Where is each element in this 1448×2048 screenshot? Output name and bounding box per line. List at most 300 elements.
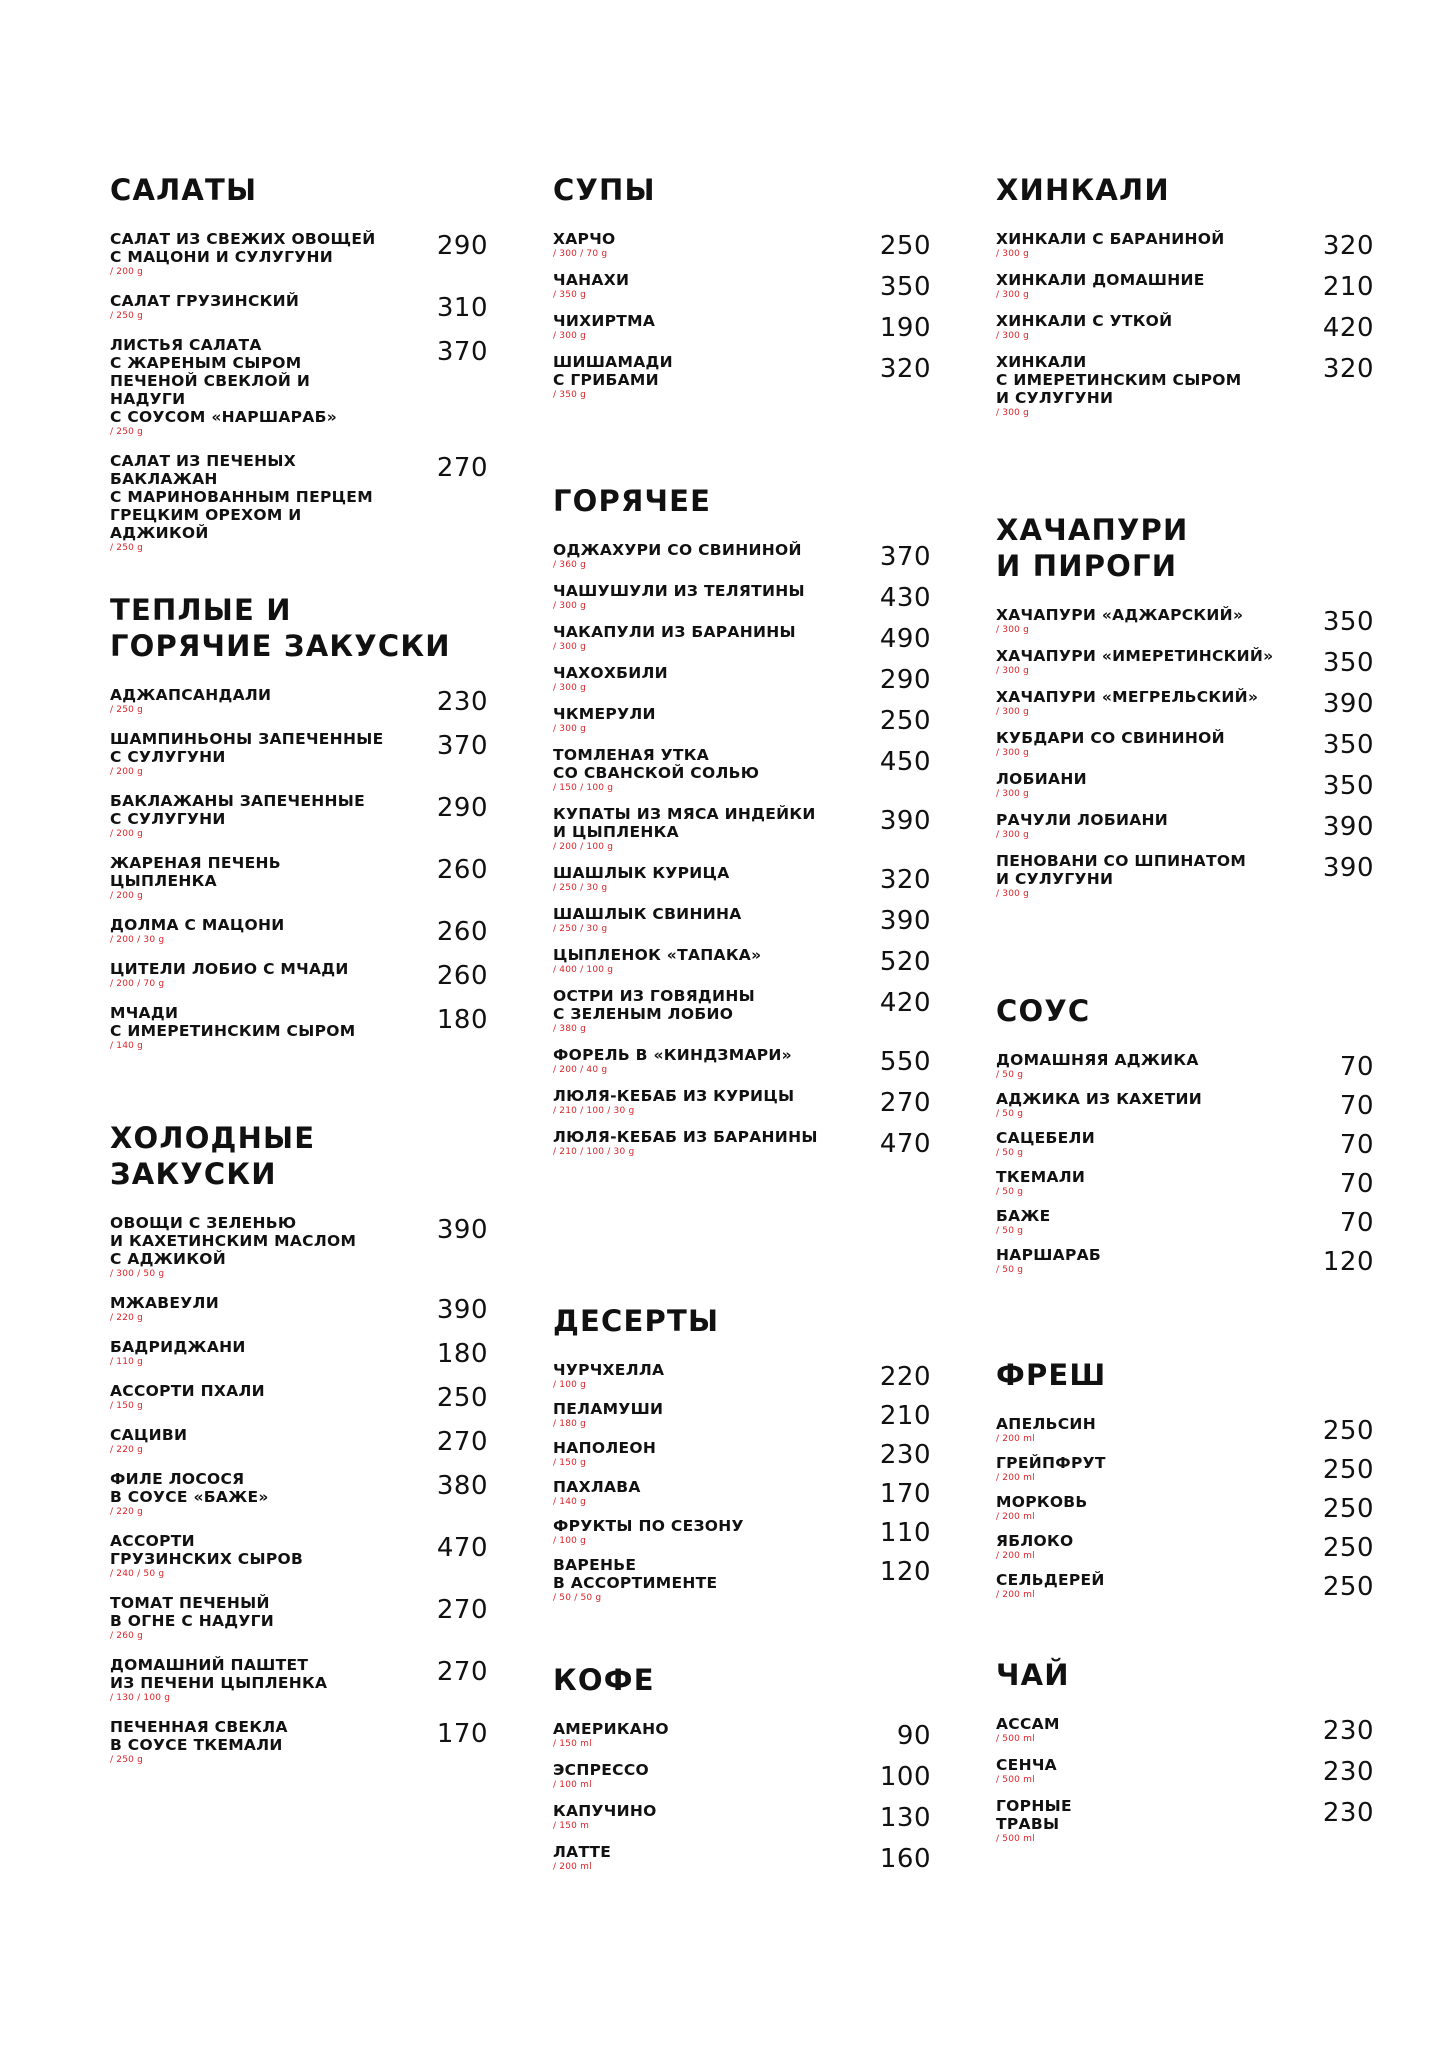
dish-portion-size: / 50 / 50 g xyxy=(553,1593,602,1603)
dish-portion-size: / 200 g xyxy=(110,767,144,777)
dish-portion-size: / 300 g xyxy=(996,789,1030,799)
menu-item xyxy=(553,705,943,735)
menu-item xyxy=(553,987,943,1035)
dish-portion-size: / 200 ml xyxy=(996,1512,1035,1522)
dish-name: ДОМАШНИЙ ПАШТЕТ ИЗ ПЕЧЕНИ ЦЫПЛЕНКА xyxy=(110,1656,328,1692)
dish-name: ПАХЛАВА xyxy=(553,1478,641,1496)
menu-item xyxy=(553,312,943,342)
dish-name: ЛЮЛЯ-КЕБАБ ИЗ КУРИЦЫ xyxy=(553,1087,795,1105)
dish-name: ДОМАШНЯЯ АДЖИКА xyxy=(996,1051,1199,1069)
dish-portion-size: / 200 ml xyxy=(996,1434,1035,1444)
section-title: ГОРЯЧЕЕ xyxy=(553,484,712,518)
dish-portion-size: / 300 g xyxy=(996,331,1030,341)
dish-portion-size: / 100 g xyxy=(553,1380,587,1390)
dish-price: 250 xyxy=(1322,1455,1374,1485)
menu-item xyxy=(553,864,943,894)
section-title: ХАЧАПУРИ И ПИРОГИ xyxy=(996,513,1189,583)
dish-portion-size: / 150 ml xyxy=(553,1739,592,1749)
dish-portion-size: / 300 g xyxy=(996,290,1030,300)
dish-portion-size: / 50 g xyxy=(996,1148,1024,1158)
dish-portion-size: / 300 g xyxy=(553,724,587,734)
menu-item xyxy=(110,686,500,716)
menu-section xyxy=(996,512,1386,900)
section-title: ТЕПЛЫЕ И ГОРЯЧИЕ ЗАКУСКИ xyxy=(110,593,451,663)
menu-item xyxy=(996,1715,1386,1745)
dish-price: 350 xyxy=(879,272,931,302)
dish-portion-size: / 200 / 100 g xyxy=(553,842,614,852)
dish-name: САЛАТ ИЗ СВЕЖИХ ОВОЩЕЙ С МАЦОНИ И СУЛУГУНИ xyxy=(110,230,376,266)
dish-price: 420 xyxy=(1322,313,1374,343)
dish-name: СЕЛЬДЕРЕЙ xyxy=(996,1571,1105,1589)
dish-name: ПЕЛАМУШИ xyxy=(553,1400,664,1418)
menu-item xyxy=(110,230,500,278)
dish-name: АМЕРИКАНО xyxy=(553,1720,669,1738)
dish-price: 190 xyxy=(879,313,931,343)
dish-name: МЖАВЕУЛИ xyxy=(110,1294,219,1312)
dish-portion-size: / 220 g xyxy=(110,1507,144,1517)
menu-section xyxy=(553,1303,943,1604)
dish-price: 290 xyxy=(879,665,931,695)
dish-portion-size: / 300 g xyxy=(553,683,587,693)
dish-portion-size: / 300 g xyxy=(996,707,1030,717)
dish-price: 380 xyxy=(436,1471,488,1501)
menu-item xyxy=(996,271,1386,301)
menu-item xyxy=(553,946,943,976)
dish-name: АДЖАПСАНДАЛИ xyxy=(110,686,272,704)
menu-item xyxy=(996,1090,1386,1120)
dish-portion-size: / 200 ml xyxy=(553,1862,592,1872)
dish-name: ЭСПРЕССО xyxy=(553,1761,649,1779)
dish-price: 260 xyxy=(436,855,488,885)
dish-price: 220 xyxy=(879,1362,931,1392)
dish-portion-size: / 260 g xyxy=(110,1631,144,1641)
menu-section xyxy=(110,1120,500,1766)
dish-name: ЛИСТЬЯ САЛАТА С ЖАРЕНЫМ СЫРОМ ПЕЧЕНОЙ СВЕКЛОЙ И НАДУГИ С СОУСОМ «НАРШАРАБ» xyxy=(110,336,338,426)
dish-price: 120 xyxy=(879,1557,931,1587)
menu-item xyxy=(553,1802,943,1832)
dish-price: 260 xyxy=(436,917,488,947)
menu-section xyxy=(996,172,1386,419)
menu-item xyxy=(553,1761,943,1791)
dish-price: 70 xyxy=(1339,1130,1374,1160)
dish-price: 290 xyxy=(436,793,488,823)
dish-name: ШАМПИНЬОНЫ ЗАПЕЧЕННЫЕ С СУЛУГУНИ xyxy=(110,730,384,766)
section-title: СОУС xyxy=(996,994,1091,1028)
dish-price: 350 xyxy=(1322,648,1374,678)
menu-item xyxy=(553,1087,943,1117)
dish-price: 390 xyxy=(436,1295,488,1325)
dish-portion-size: / 140 g xyxy=(110,1041,144,1051)
menu-item xyxy=(110,960,500,990)
menu-item-list xyxy=(996,1715,1386,1845)
dish-portion-size: / 300 g xyxy=(996,408,1030,418)
dish-portion-size: / 250 / 30 g xyxy=(553,924,608,934)
dish-name: КУБДАРИ СО СВИНИНОЙ xyxy=(996,729,1225,747)
dish-price: 390 xyxy=(879,806,931,836)
dish-price: 250 xyxy=(1322,1572,1374,1602)
menu-item xyxy=(996,770,1386,800)
menu-item xyxy=(110,1294,500,1324)
dish-portion-size: / 250 g xyxy=(110,427,144,437)
dish-price: 320 xyxy=(1322,231,1374,261)
menu-item xyxy=(110,1470,500,1518)
menu-item xyxy=(553,541,943,571)
dish-name: ШАШЛЫК КУРИЦА xyxy=(553,864,730,882)
dish-portion-size: / 300 g xyxy=(996,889,1030,899)
dish-name: ЯБЛОКО xyxy=(996,1532,1074,1550)
menu-item xyxy=(996,811,1386,841)
menu-section xyxy=(110,592,500,1052)
menu-item-list xyxy=(996,230,1386,419)
menu-section xyxy=(553,172,943,401)
dish-price: 430 xyxy=(879,583,931,613)
dish-portion-size: / 210 / 100 / 30 g xyxy=(553,1147,635,1157)
dish-portion-size: / 200 ml xyxy=(996,1590,1035,1600)
menu-item xyxy=(110,292,500,322)
dish-name: СЕНЧА xyxy=(996,1756,1057,1774)
dish-price: 520 xyxy=(879,947,931,977)
dish-portion-size: / 300 g xyxy=(996,748,1030,758)
menu-item xyxy=(553,1361,943,1391)
dish-name: ЦЫПЛЕНОК «ТАПАКА» xyxy=(553,946,762,964)
dish-name: ФОРЕЛЬ В «КИНДЗМАРИ» xyxy=(553,1046,792,1064)
dish-name: ЧКМЕРУЛИ xyxy=(553,705,656,723)
dish-portion-size: / 360 g xyxy=(553,560,587,570)
dish-portion-size: / 150 g xyxy=(553,1458,587,1468)
dish-portion-size: / 200 g xyxy=(110,829,144,839)
dish-portion-size: / 200 g xyxy=(110,891,144,901)
menu-item-list xyxy=(110,686,500,1052)
menu-item xyxy=(996,312,1386,342)
dish-price: 270 xyxy=(436,1595,488,1625)
dish-price: 270 xyxy=(436,453,488,483)
menu-item xyxy=(996,647,1386,677)
dish-portion-size: / 350 g xyxy=(553,290,587,300)
dish-price: 260 xyxy=(436,961,488,991)
dish-price: 160 xyxy=(879,1844,931,1874)
dish-price: 320 xyxy=(879,865,931,895)
menu-item xyxy=(996,1493,1386,1523)
menu-item xyxy=(553,271,943,301)
menu-item xyxy=(553,1720,943,1750)
dish-portion-size: / 150 / 100 g xyxy=(553,783,614,793)
dish-portion-size: / 350 g xyxy=(553,390,587,400)
dish-price: 210 xyxy=(1322,272,1374,302)
menu-item xyxy=(996,1207,1386,1237)
menu-item xyxy=(996,1532,1386,1562)
menu-item xyxy=(110,1426,500,1456)
dish-price: 180 xyxy=(436,1005,488,1035)
dish-name: ЦИТЕЛИ ЛОБИО С МЧАДИ xyxy=(110,960,349,978)
dish-portion-size: / 300 g xyxy=(996,666,1030,676)
menu-item xyxy=(110,1532,500,1580)
dish-name: САЛАТ ГРУЗИНСКИЙ xyxy=(110,292,300,310)
dish-portion-size: / 50 g xyxy=(996,1070,1024,1080)
dish-price: 170 xyxy=(879,1479,931,1509)
dish-name: ВАРЕНЬЕ В АССОРТИМЕНТЕ xyxy=(553,1556,718,1592)
dish-price: 320 xyxy=(879,354,931,384)
section-title: САЛАТЫ xyxy=(110,173,258,207)
menu-item xyxy=(110,1718,500,1766)
section-title: КОФЕ xyxy=(553,1663,655,1697)
dish-portion-size: / 250 / 30 g xyxy=(553,883,608,893)
menu-item xyxy=(553,1439,943,1469)
menu-item xyxy=(996,230,1386,260)
dish-name: КАПУЧИНО xyxy=(553,1802,657,1820)
menu-item-list xyxy=(553,230,943,401)
dish-name: ОСТРИ ИЗ ГОВЯДИНЫ С ЗЕЛЕНЫМ ЛОБИО xyxy=(553,987,755,1023)
dish-price: 370 xyxy=(879,542,931,572)
dish-name: КУПАТЫ ИЗ МЯСА ИНДЕЙКИ И ЦЫПЛЕНКА xyxy=(553,805,816,841)
menu-item xyxy=(553,582,943,612)
dish-name: ТОМЛЕНАЯ УТКА СО СВАНСКОЙ СОЛЬЮ xyxy=(553,746,760,782)
dish-portion-size: / 200 g xyxy=(110,267,144,277)
dish-portion-size: / 250 g xyxy=(110,311,144,321)
menu-item xyxy=(996,1246,1386,1276)
menu-item xyxy=(996,729,1386,759)
menu-item xyxy=(110,1594,500,1642)
menu-item xyxy=(553,1046,943,1076)
menu-section xyxy=(996,1357,1386,1601)
menu-item xyxy=(110,1382,500,1412)
menu-item xyxy=(553,905,943,935)
dish-portion-size: / 50 g xyxy=(996,1265,1024,1275)
menu-item xyxy=(996,852,1386,900)
dish-portion-size: / 400 / 100 g xyxy=(553,965,614,975)
dish-portion-size: / 250 g xyxy=(110,705,144,715)
menu-item xyxy=(996,1051,1386,1081)
dish-portion-size: / 500 ml xyxy=(996,1734,1035,1744)
dish-price: 130 xyxy=(879,1803,931,1833)
dish-name: ЖАРЕНАЯ ПЕЧЕНЬ ЦЫПЛЕНКА xyxy=(110,854,281,890)
menu-item xyxy=(553,1517,943,1547)
menu-item-list xyxy=(553,1361,943,1604)
dish-price: 170 xyxy=(436,1719,488,1749)
dish-portion-size: / 300 g xyxy=(996,249,1030,259)
menu-item xyxy=(110,730,500,778)
dish-portion-size: / 250 g xyxy=(110,1755,144,1765)
dish-price: 350 xyxy=(1322,607,1374,637)
dish-price: 250 xyxy=(879,231,931,261)
menu-item xyxy=(553,623,943,653)
menu-item xyxy=(553,664,943,694)
dish-price: 270 xyxy=(879,1088,931,1118)
menu-item xyxy=(553,1128,943,1158)
menu-item xyxy=(110,1214,500,1280)
dish-name: ФРУКТЫ ПО СЕЗОНУ xyxy=(553,1517,744,1535)
dish-price: 350 xyxy=(1322,771,1374,801)
menu-item-list xyxy=(110,230,500,554)
menu-item-list xyxy=(996,606,1386,900)
menu-item xyxy=(996,1415,1386,1445)
dish-price: 100 xyxy=(879,1762,931,1792)
dish-name: АДЖИКА ИЗ КАХЕТИИ xyxy=(996,1090,1203,1108)
dish-name: НАПОЛЕОН xyxy=(553,1439,657,1457)
dish-name: ЛАТТЕ xyxy=(553,1843,612,1861)
dish-name: ГОРНЫЕ ТРАВЫ xyxy=(996,1797,1072,1833)
dish-name: ЧАХОХБИЛИ xyxy=(553,664,668,682)
menu-item xyxy=(996,353,1386,419)
menu-item xyxy=(553,746,943,794)
dish-name: ХАЧАПУРИ «ИМЕРЕТИНСКИЙ» xyxy=(996,647,1274,665)
dish-portion-size: / 300 g xyxy=(553,642,587,652)
dish-price: 390 xyxy=(879,906,931,936)
dish-price: 470 xyxy=(879,1129,931,1159)
dish-price: 180 xyxy=(436,1339,488,1369)
dish-portion-size: / 300 g xyxy=(553,601,587,611)
dish-name: САЦЕБЕЛИ xyxy=(996,1129,1095,1147)
dish-portion-size: / 130 / 100 g xyxy=(110,1693,171,1703)
dish-name: ХИНКАЛИ С ИМЕРЕТИНСКИМ СЫРОМ И СУЛУГУНИ xyxy=(996,353,1242,407)
menu-item xyxy=(110,854,500,902)
menu-item xyxy=(996,1454,1386,1484)
dish-portion-size: / 200 / 30 g xyxy=(110,935,165,945)
dish-price: 70 xyxy=(1339,1208,1374,1238)
dish-name: ХИНКАЛИ С УТКОЙ xyxy=(996,312,1173,330)
dish-portion-size: / 50 g xyxy=(996,1109,1024,1119)
dish-portion-size: / 150 g xyxy=(110,1401,144,1411)
menu-item xyxy=(110,1338,500,1368)
dish-portion-size: / 300 / 50 g xyxy=(110,1269,165,1279)
dish-name: ДОЛМА С МАЦОНИ xyxy=(110,916,285,934)
menu-section xyxy=(553,483,943,1158)
dish-price: 390 xyxy=(1322,812,1374,842)
dish-name: ЛЮЛЯ-КЕБАБ ИЗ БАРАНИНЫ xyxy=(553,1128,818,1146)
menu-item xyxy=(110,916,500,946)
dish-price: 270 xyxy=(436,1657,488,1687)
dish-name: НАРШАРАБ xyxy=(996,1246,1102,1264)
dish-name: ХИНКАЛИ ДОМАШНИЕ xyxy=(996,271,1205,289)
dish-price: 70 xyxy=(1339,1091,1374,1121)
dish-portion-size: / 300 g xyxy=(996,625,1030,635)
dish-portion-size: / 150 m xyxy=(553,1821,590,1831)
dish-name: САЛАТ ИЗ ПЕЧЕНЫХ БАКЛАЖАН С МАРИНОВАННЫМ ПЕРЦЕМ ГРЕЦКИМ ОРЕХОМ И АДЖИКОЙ xyxy=(110,452,373,542)
dish-price: 310 xyxy=(436,293,488,323)
dish-price: 470 xyxy=(436,1533,488,1563)
menu-item xyxy=(996,606,1386,636)
dish-name: БАКЛАЖАНЫ ЗАПЕЧЕННЫЕ С СУЛУГУНИ xyxy=(110,792,366,828)
menu-item-list xyxy=(553,541,943,1158)
menu-item-list xyxy=(553,1720,943,1873)
dish-name: ХАЧАПУРИ «АДЖАРСКИЙ» xyxy=(996,606,1244,624)
dish-portion-size: / 100 g xyxy=(553,1536,587,1546)
menu-item xyxy=(553,1843,943,1873)
dish-name: ЧАШУШУЛИ ИЗ ТЕЛЯТИНЫ xyxy=(553,582,805,600)
dish-price: 250 xyxy=(1322,1533,1374,1563)
dish-price: 250 xyxy=(436,1383,488,1413)
dish-price: 490 xyxy=(879,624,931,654)
dish-name: БАДРИДЖАНИ xyxy=(110,1338,246,1356)
section-title: ДЕСЕРТЫ xyxy=(553,1304,720,1338)
menu-item-list xyxy=(996,1051,1386,1276)
dish-name: АПЕЛЬСИН xyxy=(996,1415,1096,1433)
dish-name: ПЕНОВАНИ СО ШПИНАТОМ И СУЛУГУНИ xyxy=(996,852,1247,888)
dish-name: БАЖЕ xyxy=(996,1207,1051,1225)
menu-item xyxy=(553,1556,943,1604)
dish-portion-size: / 380 g xyxy=(553,1024,587,1034)
dish-price: 390 xyxy=(1322,689,1374,719)
dish-portion-size: / 180 g xyxy=(553,1419,587,1429)
dish-price: 230 xyxy=(1322,1798,1374,1828)
dish-portion-size: / 200 / 40 g xyxy=(553,1065,608,1075)
dish-name: САЦИВИ xyxy=(110,1426,188,1444)
dish-name: ГРЕЙПФРУТ xyxy=(996,1454,1106,1472)
dish-price: 550 xyxy=(879,1047,931,1077)
section-title: ФРЕШ xyxy=(996,1358,1107,1392)
menu-item xyxy=(553,1478,943,1508)
dish-name: РАЧУЛИ ЛОБИАНИ xyxy=(996,811,1169,829)
dish-price: 320 xyxy=(1322,354,1374,384)
dish-portion-size: / 250 g xyxy=(110,543,144,553)
dish-portion-size: / 200 / 70 g xyxy=(110,979,165,989)
dish-portion-size: / 300 g xyxy=(553,331,587,341)
menu-section xyxy=(110,172,500,554)
dish-price: 230 xyxy=(1322,1716,1374,1746)
dish-name: ОДЖАХУРИ СО СВИНИНОЙ xyxy=(553,541,802,559)
dish-price: 390 xyxy=(1322,853,1374,883)
dish-name: ТОМАТ ПЕЧЕНЫЙ В ОГНЕ С НАДУГИ xyxy=(110,1594,275,1630)
dish-price: 90 xyxy=(896,1721,931,1751)
section-title: СУПЫ xyxy=(553,173,656,207)
menu-section xyxy=(553,1662,943,1873)
dish-name: ЛОБИАНИ xyxy=(996,770,1087,788)
dish-name: ЧАНАХИ xyxy=(553,271,630,289)
dish-name: ЧУРЧХЕЛЛА xyxy=(553,1361,665,1379)
menu-item xyxy=(996,1129,1386,1159)
dish-price: 250 xyxy=(1322,1416,1374,1446)
dish-name: ХИНКАЛИ С БАРАНИНОЙ xyxy=(996,230,1225,248)
dish-price: 120 xyxy=(1322,1247,1374,1277)
menu-item xyxy=(996,1571,1386,1601)
dish-portion-size: / 200 ml xyxy=(996,1473,1035,1483)
section-title: ХОЛОДНЫЕ ЗАКУСКИ xyxy=(110,1121,316,1191)
menu-item-list xyxy=(996,1415,1386,1601)
dish-price: 450 xyxy=(879,747,931,777)
dish-portion-size: / 220 g xyxy=(110,1445,144,1455)
dish-name: ХАЧАПУРИ «МЕГРЕЛЬСКИЙ» xyxy=(996,688,1259,706)
dish-price: 390 xyxy=(436,1215,488,1245)
menu-item xyxy=(553,1400,943,1430)
dish-name: ШАШЛЫК СВИНИНА xyxy=(553,905,742,923)
dish-portion-size: / 220 g xyxy=(110,1313,144,1323)
dish-portion-size: / 200 ml xyxy=(996,1551,1035,1561)
dish-price: 230 xyxy=(879,1440,931,1470)
dish-name: МОРКОВЬ xyxy=(996,1493,1088,1511)
section-title: ХИНКАЛИ xyxy=(996,173,1170,207)
dish-portion-size: / 240 / 50 g xyxy=(110,1569,165,1579)
dish-portion-size: / 140 g xyxy=(553,1497,587,1507)
dish-portion-size: / 110 g xyxy=(110,1357,144,1367)
menu-item xyxy=(996,1168,1386,1198)
dish-portion-size: / 50 g xyxy=(996,1226,1024,1236)
menu-item xyxy=(553,805,943,853)
dish-name: ПЕЧЕННАЯ СВЕКЛА В СОУСЕ ТКЕМАЛИ xyxy=(110,1718,288,1754)
dish-name: ЧАКАПУЛИ ИЗ БАРАНИНЫ xyxy=(553,623,796,641)
dish-portion-size: / 300 / 70 g xyxy=(553,249,608,259)
dish-name: АССОРТИ ПХАЛИ xyxy=(110,1382,265,1400)
dish-price: 290 xyxy=(436,231,488,261)
menu-item xyxy=(553,230,943,260)
dish-price: 270 xyxy=(436,1427,488,1457)
dish-price: 350 xyxy=(1322,730,1374,760)
dish-price: 230 xyxy=(1322,1757,1374,1787)
menu-item xyxy=(110,792,500,840)
menu-item xyxy=(996,688,1386,718)
menu-item xyxy=(996,1797,1386,1845)
dish-name: АССАМ xyxy=(996,1715,1060,1733)
dish-name: АССОРТИ ГРУЗИНСКИХ СЫРОВ xyxy=(110,1532,304,1568)
dish-price: 250 xyxy=(879,706,931,736)
